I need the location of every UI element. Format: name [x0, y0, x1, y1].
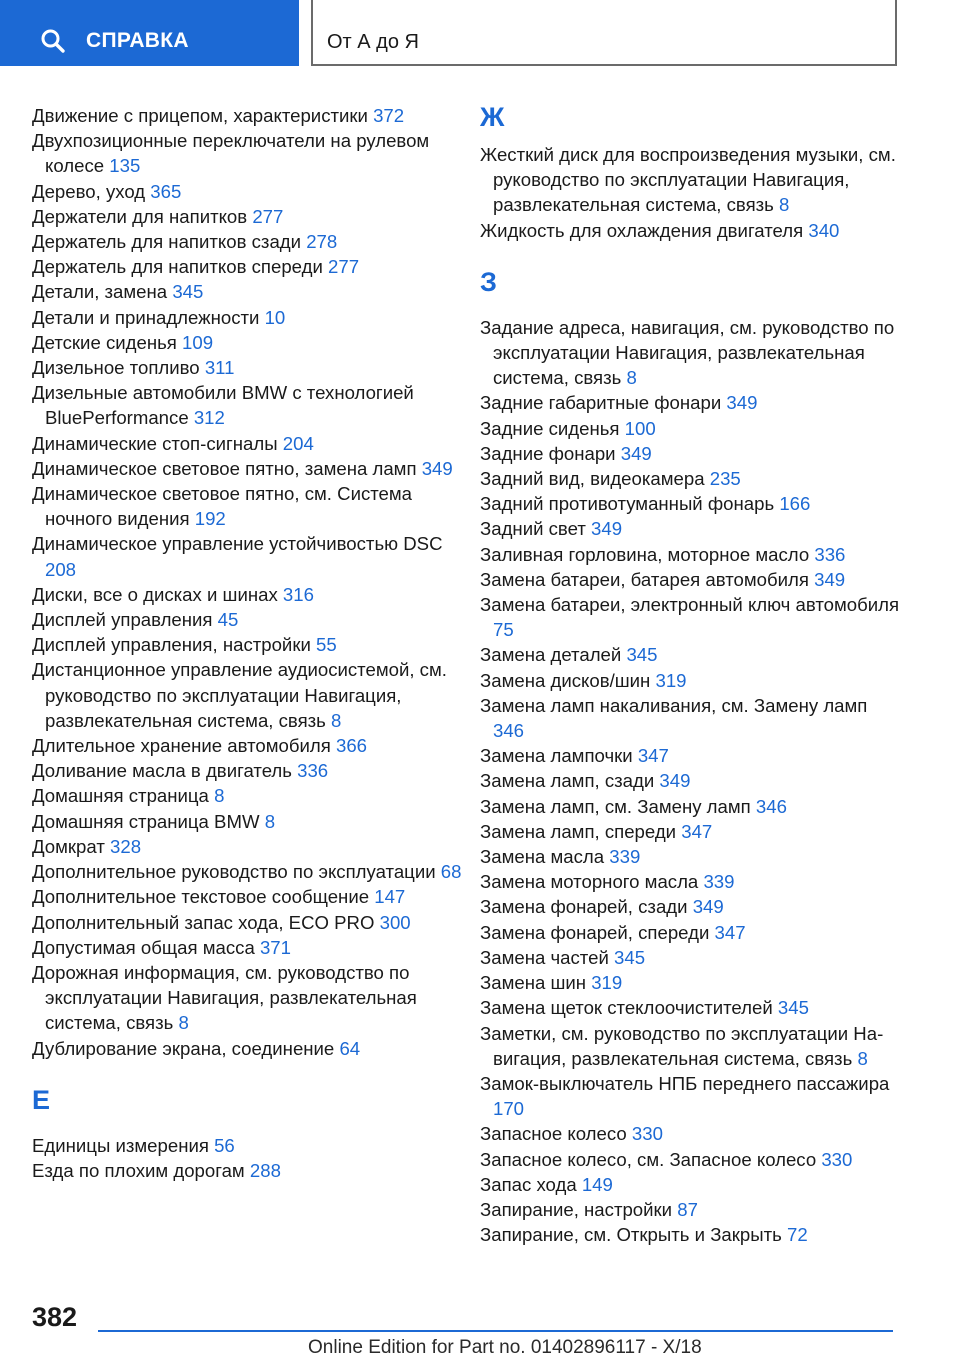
index-entry-text: Диски, все о дисках и шинах: [32, 583, 278, 605]
index-list-e: [32, 1133, 462, 1183]
index-entry: [480, 567, 900, 592]
index-page-link[interactable]: 349: [421, 457, 453, 479]
index-entry-text: Длительное хранение автомобиля: [32, 735, 331, 757]
index-entry: [480, 642, 900, 667]
index-entry-text: Замена дисков/шин: [480, 669, 651, 691]
index-entry-text: Дисплей управления: [32, 609, 213, 631]
index-entry: [480, 218, 900, 243]
index-entry: [32, 632, 462, 657]
index-entry-text: Запасное колесо: [480, 1123, 627, 1145]
index-entry-text: Замена батареи, батарея автомобиля: [480, 568, 809, 590]
index-entry: [480, 1071, 900, 1121]
index-entry-text: Дерево, уход: [32, 180, 146, 202]
index-entry: [480, 869, 900, 894]
index-column-left: [32, 103, 462, 1183]
index-entry-text: Замена масла: [480, 846, 605, 868]
index-page-link[interactable]: 347: [637, 745, 669, 767]
index-page-link[interactable]: 371: [259, 936, 291, 958]
index-entry-text: Домашняя страница: [32, 785, 209, 807]
index-entry: [480, 416, 900, 441]
help-tab-button[interactable]: [0, 0, 299, 66]
index-page-link[interactable]: 135: [109, 155, 141, 177]
index-page-link[interactable]: 300: [379, 911, 411, 933]
search-icon: [40, 28, 66, 54]
index-entry-text: Домашняя страница BMW: [32, 810, 260, 832]
index-entry: [32, 733, 462, 758]
index-entry-text: Задний вид, видеокамера: [480, 468, 705, 490]
index-page-link[interactable]: 312: [193, 407, 225, 429]
index-entry: [480, 390, 900, 415]
index-page-link[interactable]: 277: [252, 205, 284, 227]
index-entry-text: Замена батареи, электронный ключ автомобиля: [480, 594, 900, 616]
index-entry-text: Дисплей управления, настройки: [32, 634, 311, 656]
index-entry: [480, 844, 900, 869]
index-entry: [32, 783, 462, 808]
index-page-link[interactable]: 277: [328, 256, 360, 278]
index-entry-text: Замена ламп, спереди: [480, 820, 677, 842]
index-entry: [480, 142, 900, 218]
index-entry-text: Динамическое световое пятно, см. Система ночного видения: [32, 483, 413, 530]
index-page-link[interactable]: 319: [655, 669, 687, 691]
index-page-link[interactable]: 45: [217, 609, 239, 631]
index-entry: [32, 960, 462, 1036]
index-page-link[interactable]: 55: [316, 634, 337, 656]
index-page-link[interactable]: 336: [297, 760, 329, 782]
index-entry: [480, 491, 900, 516]
index-entry: [32, 1158, 462, 1183]
index-entry: [32, 229, 462, 254]
index-page-link[interactable]: 366: [335, 735, 368, 757]
index-entry-text: Замена шин: [480, 972, 587, 994]
index-entry-text: Доливание масла в двигатель: [32, 760, 292, 782]
index-entry: [32, 531, 462, 581]
index-entry-text: Дополнительный запас хода, ECO PRO: [32, 911, 375, 933]
index-page-link[interactable]: 68: [440, 861, 462, 883]
index-page-link[interactable]: 372: [373, 105, 405, 126]
index-entry: [480, 1197, 900, 1222]
index-entry: [32, 910, 462, 935]
help-tab-label: СПРАВКА: [86, 29, 189, 52]
index-entry-text: Дополнительное руководство по эксплуатации: [32, 861, 436, 883]
index-entry: [32, 481, 462, 531]
index-entry-text: Детали и принадлежности: [32, 306, 260, 328]
index-entry: [480, 945, 900, 970]
index-entry-text: Задние габаритные фонари: [480, 392, 722, 414]
index-entry-text: Задние сиденья: [480, 417, 620, 439]
section-title-box: [311, 0, 897, 66]
index-page-link[interactable]: 170: [493, 1098, 525, 1120]
index-entry-text: Единицы измерения: [32, 1134, 209, 1156]
index-entry: [32, 204, 462, 229]
index-entry: [480, 894, 900, 919]
index-entry-text: Запас хода: [480, 1173, 577, 1195]
index-entry-text: Замена ламп, см. Замену ламп: [480, 795, 751, 817]
index-entry: [32, 884, 462, 909]
index-entry-text: Динамическое управление устойчивостью DSC: [32, 533, 443, 555]
index-entry: [32, 355, 462, 380]
index-page-link[interactable]: 328: [110, 835, 142, 857]
index-entry-text: Динамическое световое пятно, замена ламп: [32, 457, 417, 479]
index-letter-heading-zh: Ж: [480, 102, 505, 132]
index-entry-text: Держатели для напитков: [32, 205, 248, 227]
index-entry: [480, 1172, 900, 1197]
index-page-link[interactable]: 8: [214, 785, 225, 807]
index-page-link[interactable]: 10: [264, 306, 286, 328]
index-page-link[interactable]: 349: [726, 392, 758, 414]
index-entry: [32, 330, 462, 355]
index-page-link[interactable]: 345: [777, 997, 809, 1019]
index-page-link[interactable]: 278: [306, 231, 338, 253]
index-entry-text: Запирание, см. Открыть и Закрыть: [480, 1224, 782, 1246]
index-entry-text: Задний противотуманный фонарь: [480, 493, 775, 515]
index-entry: [32, 128, 462, 178]
page-number: 382: [32, 1302, 78, 1332]
index-page-link[interactable]: 288: [249, 1159, 281, 1181]
index-entry: [480, 315, 900, 391]
index-entry: [480, 920, 900, 945]
index-entry: [32, 1133, 462, 1158]
index-page-link[interactable]: 349: [591, 518, 623, 540]
index-page-link[interactable]: 336: [814, 543, 846, 565]
index-entry-text: Задние фонари: [480, 442, 616, 464]
index-entry: [32, 456, 462, 481]
index-entry: [32, 103, 462, 128]
index-page-link[interactable]: 235: [709, 468, 741, 490]
index-page-link[interactable]: 87: [677, 1198, 698, 1220]
index-entry: [480, 970, 900, 995]
index-entry: [480, 1222, 900, 1247]
index-entry: [480, 466, 900, 491]
index-page-link[interactable]: 339: [703, 871, 735, 893]
index-page-link[interactable]: 8: [626, 367, 637, 389]
index-entry-text: Допустимая общая масса: [32, 936, 255, 958]
index-page-link[interactable]: 319: [591, 972, 623, 994]
index-entry-text: Дизельные автомобили BMW с технологией BluePerformance: [32, 382, 414, 429]
index-entry: [480, 819, 900, 844]
index-page-link[interactable]: 100: [624, 417, 656, 439]
top-navigation-bar: [0, 0, 960, 68]
index-entry-text: Замена щеток стеклоочистителей: [480, 997, 773, 1019]
index-entry-text: Динамические стоп-сигналы: [32, 432, 278, 454]
index-entry-text: Замена ламп, сзади: [480, 770, 655, 792]
index-page-link[interactable]: 109: [182, 331, 214, 353]
index-page-link[interactable]: 330: [821, 1148, 853, 1170]
index-entry: [480, 1121, 900, 1146]
index-list-d: [32, 103, 462, 1061]
index-list-zh: [480, 142, 900, 243]
footer-divider: [98, 1330, 893, 1332]
index-page-link[interactable]: 330: [631, 1123, 663, 1145]
index-entry: [32, 305, 462, 330]
index-page-link[interactable]: 56: [214, 1134, 235, 1156]
index-entry-text: Дистанционное управление аудиосистемой, см. руководство по эксплуатации Навигация, развлекательная система, связь: [32, 659, 447, 731]
index-page-link[interactable]: 346: [755, 795, 787, 817]
index-entry: [32, 431, 462, 456]
index-page-link[interactable]: 72: [786, 1224, 808, 1246]
index-list-z: [480, 315, 900, 1248]
index-entry-text: Заливная горловина, моторное масло: [480, 543, 810, 565]
index-page-link[interactable]: 147: [374, 886, 406, 908]
index-page-link[interactable]: 166: [779, 493, 811, 515]
index-entry: [32, 254, 462, 279]
index-page-link[interactable]: 347: [681, 820, 713, 842]
index-page-link[interactable]: 149: [581, 1173, 613, 1195]
index-page-link[interactable]: 345: [614, 946, 646, 968]
index-entry-text: Заметки, см. руководство по эксплуатации Навигация, развлекательная система, связь: [480, 1022, 884, 1069]
index-entry-text: Дублирование экрана, соединение: [32, 1037, 335, 1059]
index-entry: [32, 935, 462, 960]
index-entry: [480, 743, 900, 768]
index-page-link[interactable]: 204: [282, 432, 314, 454]
index-entry-text: Задний свет: [480, 518, 586, 540]
index-page-link[interactable]: 8: [779, 194, 790, 216]
index-page-link[interactable]: 311: [204, 357, 235, 379]
index-page-link[interactable]: 346: [493, 720, 525, 742]
index-page-link[interactable]: 8: [331, 709, 342, 731]
index-entry: [32, 809, 462, 834]
index-entry-text: Замок-выключатель НПБ переднего пассажира: [480, 1072, 890, 1094]
index-entry-text: Детские сиденья: [32, 331, 177, 353]
index-page-link[interactable]: 340: [808, 219, 840, 241]
index-entry-text: Детали, замена: [32, 281, 168, 303]
index-entry: [480, 1021, 900, 1071]
index-entry: [480, 768, 900, 793]
index-entry-text: Замена фонарей, спереди: [480, 921, 710, 943]
index-entry-text: Замена фонарей, сзади: [480, 896, 688, 918]
index-page-link[interactable]: 349: [814, 568, 846, 590]
index-entry-text: Дорожная информация, см. руководство по эксплуатации Навигация, развлекательная система, связь: [32, 961, 417, 1034]
index-entry-text: Запасное колесо, см. Запасное колесо: [480, 1148, 817, 1170]
index-page-link[interactable]: 8: [264, 810, 276, 832]
index-entry: [480, 441, 900, 466]
index-entry-text: Жесткий диск для воспроизведения музыки, см. руководство по эксплуатации Навигация, развлекательная система, связь: [480, 144, 896, 216]
index-entry-text: Замена частей: [480, 946, 609, 968]
index-entry: [32, 758, 462, 783]
index-page-link[interactable]: 349: [692, 896, 724, 918]
index-entry: [480, 794, 900, 819]
index-entry: [32, 1036, 462, 1061]
index-entry: [480, 1147, 900, 1172]
index-entry: [32, 179, 462, 204]
index-letter-heading-e: Е: [32, 1084, 51, 1115]
index-page-link[interactable]: 345: [172, 281, 204, 303]
index-entry-text: Держатель для напитков спереди: [32, 256, 323, 278]
index-entry: [480, 693, 900, 743]
index-column-right: [480, 100, 900, 1247]
index-entry: [480, 995, 900, 1020]
index-entry-text: Дизельное топливо: [32, 357, 200, 379]
footer-edition-text: Online Edition for Part no. 01402896117 - X/18: [308, 1337, 702, 1358]
index-entry: [480, 542, 900, 567]
index-page-link[interactable]: 8: [857, 1047, 868, 1069]
index-entry: [32, 859, 462, 884]
index-page-link[interactable]: 339: [609, 846, 641, 868]
index-entry: [32, 834, 462, 859]
index-page-link[interactable]: 75: [493, 619, 514, 641]
index-entry: [480, 592, 900, 642]
index-entry-text: Движение с прицепом, характеристики: [32, 105, 368, 126]
index-page-link[interactable]: 316: [282, 583, 314, 605]
index-entry-text: Жидкость для охлаждения двигателя: [480, 219, 804, 241]
index-page-link[interactable]: 349: [620, 442, 652, 464]
index-entry-text: Домкрат: [32, 835, 105, 857]
index-entry-text: Держатель для напитков сзади: [32, 231, 302, 253]
index-entry-text: Двухпозиционные переключатели на рулевом колесе: [32, 130, 430, 177]
index-letter-heading-z: З: [480, 266, 497, 297]
index-entry-text: Езда по плохим дорогам: [32, 1159, 245, 1181]
index-page-link[interactable]: 8: [178, 1012, 189, 1034]
index-page-link[interactable]: 192: [194, 508, 226, 530]
index-entry-text: Замена лампочки: [480, 745, 633, 767]
index-entry-text: Замена моторного масла: [480, 871, 699, 893]
section-title: От А до Я: [327, 31, 419, 53]
index-entry: [480, 516, 900, 541]
index-entry: [32, 657, 462, 733]
index-page-link[interactable]: 349: [659, 770, 691, 792]
index-entry-text: Замена ламп накаливания, см. Замену ламп: [480, 694, 868, 716]
index-entry: [32, 380, 462, 430]
index-page-link[interactable]: 64: [339, 1037, 361, 1059]
index-entry-text: Запирание, настройки: [480, 1198, 673, 1220]
index-entry-text: Замена деталей: [480, 644, 622, 666]
index-page-link[interactable]: 347: [714, 921, 746, 943]
index-page-link[interactable]: 365: [150, 180, 182, 202]
index-entry-text: Дополнительное текстовое сообщение: [32, 886, 370, 908]
index-page-link[interactable]: 208: [45, 558, 77, 580]
index-entry-text: Задание адреса, навигация, см. руководство по эксплуатации Навигация, развлекательная система, связь: [480, 316, 895, 389]
index-page-link[interactable]: 345: [626, 644, 658, 666]
index-entry: [480, 668, 900, 693]
index-entry: [32, 279, 462, 304]
index-entry: [32, 582, 462, 607]
index-entry: [32, 607, 462, 632]
